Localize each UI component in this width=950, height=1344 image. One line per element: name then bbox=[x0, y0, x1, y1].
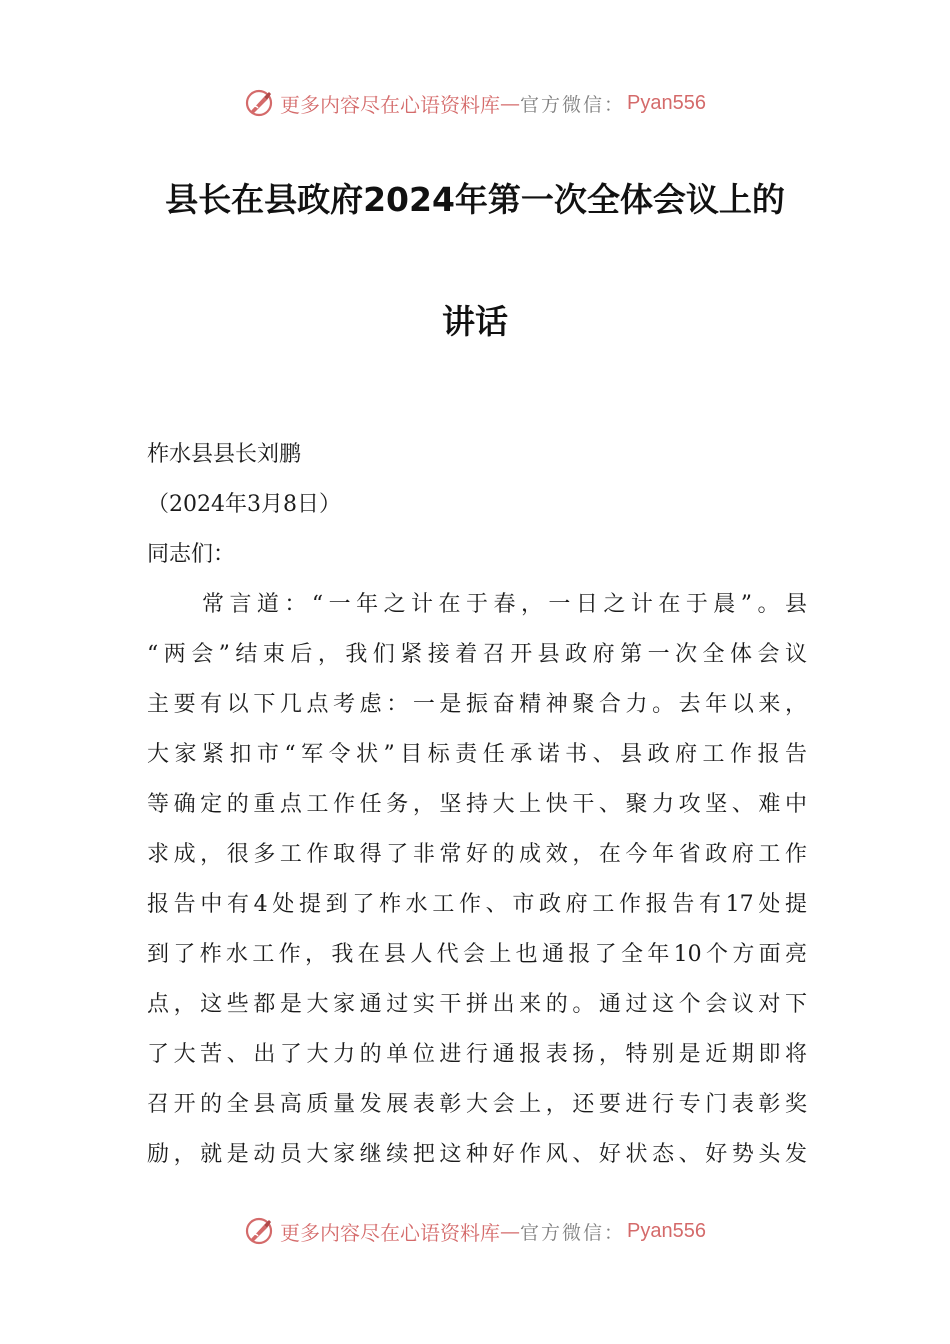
watermark-footer bbox=[0, 1211, 950, 1251]
watermark-wechat-id: Pyan556 bbox=[627, 1219, 706, 1242]
watermark-site-text: 更多内容尽在心语资料库 bbox=[280, 92, 500, 117]
pen-logo-icon bbox=[244, 1216, 274, 1246]
document-title-line-2: 讲话 bbox=[442, 302, 508, 341]
document-body bbox=[147, 430, 807, 1180]
paragraph-line: 主要有以下几点考虑：一是振奋精神聚合力。去年以来， bbox=[147, 692, 807, 717]
paragraph-line: 召开的全县高质量发展表彰大会上，还要进行专门表彰奖 bbox=[147, 1092, 807, 1117]
paragraph-line: 了大苦、出了大力的单位进行通报表扬，特别是近期即将 bbox=[147, 1042, 807, 1067]
date-line: （2024年3月8日） bbox=[147, 492, 341, 517]
paragraph-line: 常言道：“一年之计在于春，一日之计在于晨”。县 bbox=[147, 592, 807, 617]
paragraph-line: 求成，很多工作取得了非常好的成效，在今年省政府工作 bbox=[147, 842, 807, 867]
watermark-official-label: 官方微信： bbox=[520, 1221, 626, 1244]
document-title-line-1: 县长在县政府2024年第一次全体会议上的 bbox=[165, 180, 785, 219]
watermark-separator: — bbox=[500, 1219, 520, 1243]
watermark-official-label: 官方微信： bbox=[520, 93, 626, 116]
paragraph-line: “两会”结束后，我们紧接着召开县政府第一次全体会议 bbox=[147, 642, 807, 667]
author-line: 柞水县县长刘鹏 bbox=[147, 442, 302, 467]
paragraph-line: 到了柞水工作，我在县人代会上也通报了全年10个方面亮 bbox=[147, 942, 807, 967]
paragraph-line: 点，这些都是大家通过实干拼出来的。通过这个会议对下 bbox=[147, 992, 807, 1017]
pen-logo-icon bbox=[244, 88, 274, 118]
watermark-separator: — bbox=[500, 91, 520, 115]
paragraph-line: 励，就是动员大家继续把这种好作风、好状态、好势头发 bbox=[147, 1142, 807, 1167]
paragraph-line: 大家紧扣市“军令状”目标责任承诺书、县政府工作报告 bbox=[147, 742, 807, 767]
paragraph-line: 报告中有4处提到了柞水工作、市政府工作报告有17处提 bbox=[147, 892, 807, 917]
salutation: 同志们： bbox=[147, 542, 236, 567]
paragraph-line: 等确定的重点工作任务，坚持大上快干、聚力攻坚、难中 bbox=[147, 792, 807, 817]
watermark-site-text: 更多内容尽在心语资料库 bbox=[280, 1220, 500, 1245]
watermark-header bbox=[0, 83, 950, 123]
watermark-wechat-id: Pyan556 bbox=[627, 91, 706, 114]
